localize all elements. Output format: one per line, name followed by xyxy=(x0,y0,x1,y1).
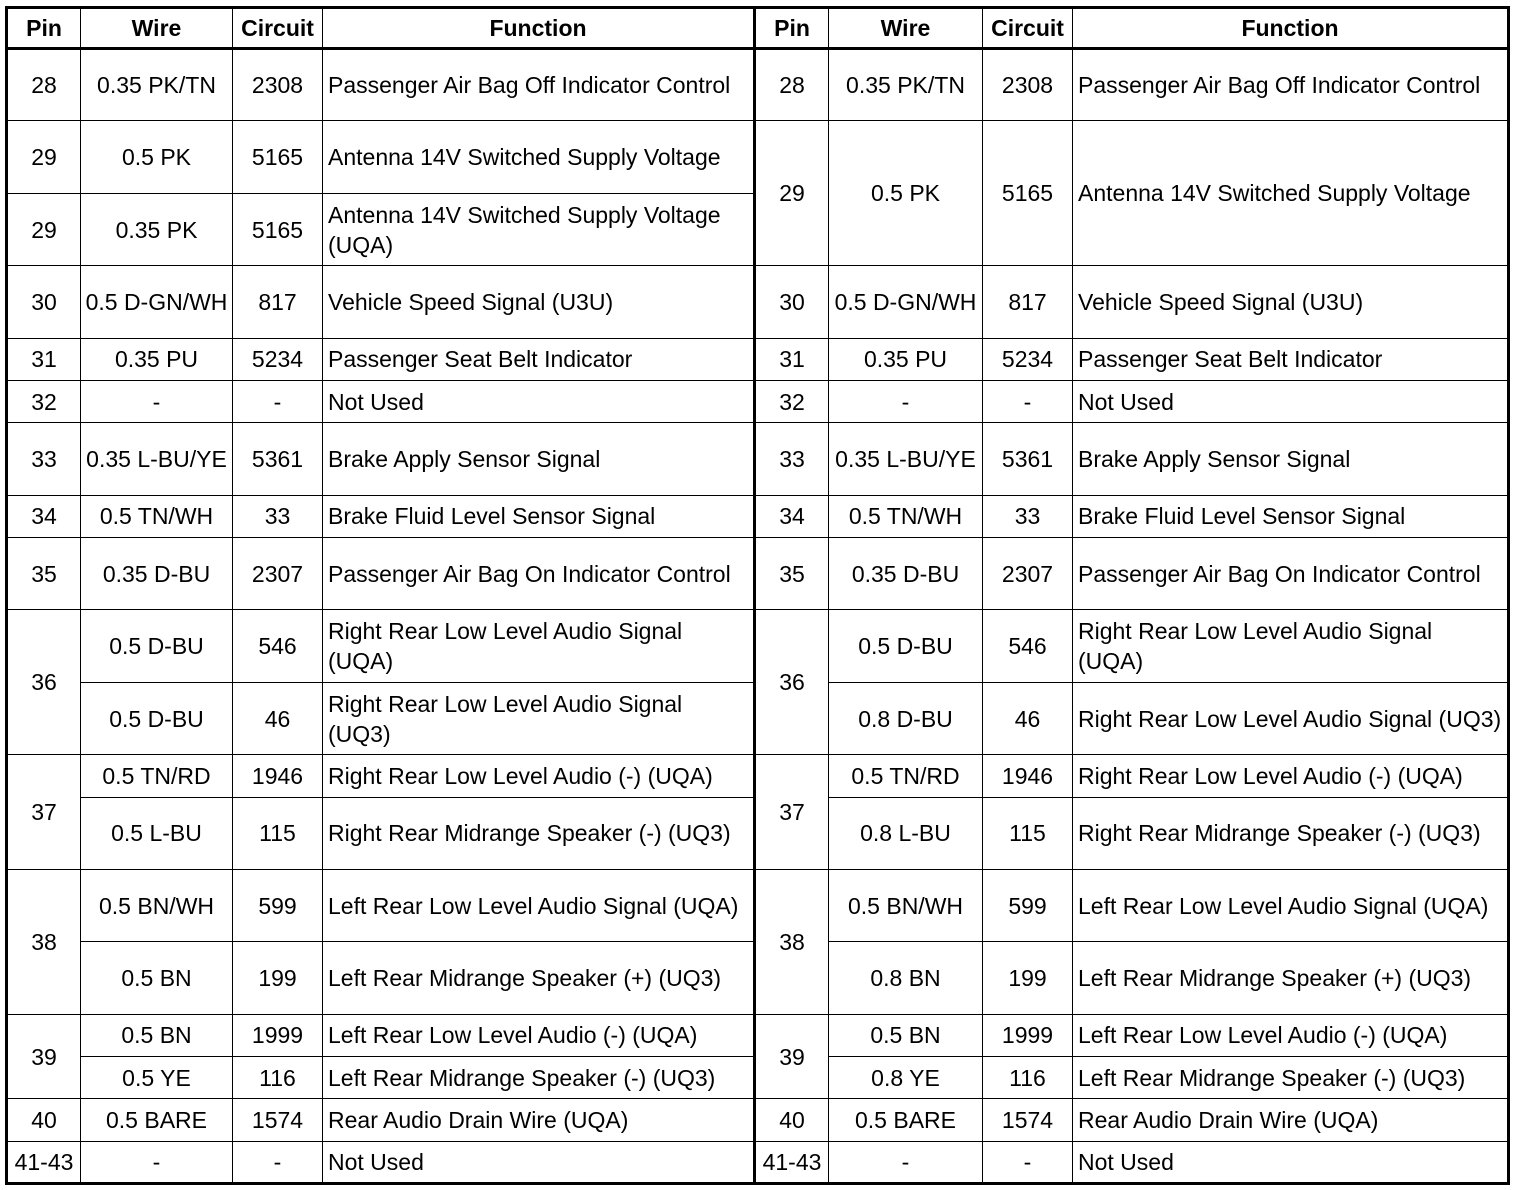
wire-cell: 0.5 D-GN/WH xyxy=(829,266,983,338)
circuit-cell: 1574 xyxy=(983,1099,1073,1141)
wire-cell: 0.35 PU xyxy=(829,338,983,380)
wire-cell: - xyxy=(829,1141,983,1183)
wire-cell: 0.5 PK xyxy=(81,121,233,193)
circuit-cell: 199 xyxy=(233,942,323,1014)
wire-cell: 0.35 PU xyxy=(81,338,233,380)
pin-cell: 28 xyxy=(7,49,81,121)
wire-cell: 0.5 BN xyxy=(81,1014,233,1056)
table-row xyxy=(7,381,1509,423)
function-cell: Passenger Air Bag Off Indicator Control xyxy=(1073,49,1509,121)
circuit-cell: 116 xyxy=(983,1057,1073,1099)
function-cell: Brake Apply Sensor Signal xyxy=(1073,423,1509,495)
function-cell: Brake Fluid Level Sensor Signal xyxy=(323,495,755,537)
pin-cell: 28 xyxy=(755,49,829,121)
wire-cell: 0.5 TN/WH xyxy=(829,495,983,537)
wire-cell: 0.5 D-BU xyxy=(81,682,233,754)
function-cell: Right Rear Low Level Audio Signal (UQ3) xyxy=(1073,682,1509,754)
circuit-cell: 5361 xyxy=(983,423,1073,495)
function-cell: Brake Fluid Level Sensor Signal xyxy=(1073,495,1509,537)
pin-cell: 33 xyxy=(7,423,81,495)
circuit-cell: 2308 xyxy=(233,49,323,121)
wire-cell: 0.5 BN xyxy=(829,1014,983,1056)
function-cell: Right Rear Low Level Audio (-) (UQA) xyxy=(323,755,755,797)
pin-cell: 41-43 xyxy=(7,1141,81,1183)
header-circuit: Circuit xyxy=(983,8,1073,49)
circuit-cell: 817 xyxy=(983,266,1073,338)
circuit-cell: 5361 xyxy=(233,423,323,495)
circuit-cell: 1999 xyxy=(233,1014,323,1056)
circuit-cell: 33 xyxy=(233,495,323,537)
table-row xyxy=(7,1141,1509,1183)
circuit-cell: 199 xyxy=(983,942,1073,1014)
circuit-cell: 2307 xyxy=(233,537,323,609)
function-cell: Right Rear Midrange Speaker (-) (UQ3) xyxy=(323,797,755,869)
table-row xyxy=(7,423,1509,495)
wire-cell: 0.5 D-BU xyxy=(829,610,983,682)
wire-cell: 0.35 PK/TN xyxy=(829,49,983,121)
circuit-cell: 1574 xyxy=(233,1099,323,1141)
wire-cell: 0.8 YE xyxy=(829,1057,983,1099)
table-row xyxy=(7,495,1509,537)
wire-cell: 0.5 BN/WH xyxy=(829,869,983,941)
function-cell: Antenna 14V Switched Supply Voltage xyxy=(1073,121,1509,266)
wire-cell: 0.35 PK/TN xyxy=(81,49,233,121)
function-cell: Left Rear Midrange Speaker (+) (UQ3) xyxy=(323,942,755,1014)
header-pin: Pin xyxy=(7,8,81,49)
wire-cell: 0.35 L-BU/YE xyxy=(829,423,983,495)
pin-cell: 40 xyxy=(755,1099,829,1141)
pin-cell: 39 xyxy=(755,1014,829,1099)
function-cell: Antenna 14V Switched Supply Voltage (UQA) xyxy=(323,193,755,265)
pin-cell: 32 xyxy=(7,381,81,423)
wire-cell: - xyxy=(81,381,233,423)
pin-cell: 35 xyxy=(755,537,829,609)
function-cell: Right Rear Midrange Speaker (-) (UQ3) xyxy=(1073,797,1509,869)
circuit-cell: 1946 xyxy=(983,755,1073,797)
pin-cell: 38 xyxy=(755,869,829,1014)
pin-cell: 39 xyxy=(7,1014,81,1099)
circuit-cell: 115 xyxy=(983,797,1073,869)
table-row xyxy=(7,266,1509,338)
wire-cell: 0.35 L-BU/YE xyxy=(81,423,233,495)
circuit-cell: 599 xyxy=(983,869,1073,941)
function-cell: Passenger Seat Belt Indicator xyxy=(1073,338,1509,380)
wire-cell: 0.5 BARE xyxy=(829,1099,983,1141)
function-cell: Right Rear Low Level Audio Signal (UQ3) xyxy=(323,682,755,754)
function-cell: Left Rear Low Level Audio Signal (UQA) xyxy=(323,869,755,941)
wire-cell: 0.5 YE xyxy=(81,1057,233,1099)
function-cell: Rear Audio Drain Wire (UQA) xyxy=(1073,1099,1509,1141)
table-row xyxy=(7,1099,1509,1141)
pin-cell: 34 xyxy=(7,495,81,537)
wire-cell: 0.35 D-BU xyxy=(81,537,233,609)
function-cell: Passenger Air Bag On Indicator Control xyxy=(323,537,755,609)
wire-cell: 0.8 L-BU xyxy=(829,797,983,869)
circuit-cell: 33 xyxy=(983,495,1073,537)
function-cell: Passenger Air Bag On Indicator Control xyxy=(1073,537,1509,609)
circuit-cell: - xyxy=(983,1141,1073,1183)
pin-cell: 40 xyxy=(7,1099,81,1141)
table-row xyxy=(7,338,1509,380)
wire-cell: 0.5 D-BU xyxy=(81,610,233,682)
function-cell: Right Rear Low Level Audio Signal (UQA) xyxy=(323,610,755,682)
pin-cell: 37 xyxy=(755,755,829,870)
table-row xyxy=(7,755,1509,797)
circuit-cell: 546 xyxy=(983,610,1073,682)
header-row xyxy=(7,8,1509,49)
wire-cell: 0.8 D-BU xyxy=(829,682,983,754)
function-cell: Not Used xyxy=(1073,1141,1509,1183)
function-cell: Rear Audio Drain Wire (UQA) xyxy=(323,1099,755,1141)
circuit-cell: 5165 xyxy=(983,121,1073,266)
function-cell: Left Rear Low Level Audio Signal (UQA) xyxy=(1073,869,1509,941)
wire-cell: 0.35 PK xyxy=(81,193,233,265)
pin-cell: 30 xyxy=(755,266,829,338)
wire-cell: 0.5 L-BU xyxy=(81,797,233,869)
wire-cell: 0.5 TN/WH xyxy=(81,495,233,537)
function-cell: Right Rear Low Level Audio (-) (UQA) xyxy=(1073,755,1509,797)
circuit-cell: 817 xyxy=(233,266,323,338)
function-cell: Right Rear Low Level Audio Signal (UQA) xyxy=(1073,610,1509,682)
wire-cell: 0.5 TN/RD xyxy=(81,755,233,797)
header-function: Function xyxy=(323,8,755,49)
header-wire: Wire xyxy=(829,8,983,49)
function-cell: Brake Apply Sensor Signal xyxy=(323,423,755,495)
wire-cell: - xyxy=(829,381,983,423)
function-cell: Left Rear Midrange Speaker (-) (UQ3) xyxy=(323,1057,755,1099)
function-cell: Vehicle Speed Signal (U3U) xyxy=(323,266,755,338)
circuit-cell: 1946 xyxy=(233,755,323,797)
table-row xyxy=(7,121,1509,193)
pin-cell: 34 xyxy=(755,495,829,537)
pin-cell: 36 xyxy=(755,610,829,755)
function-cell: Antenna 14V Switched Supply Voltage xyxy=(323,121,755,193)
function-cell: Passenger Seat Belt Indicator xyxy=(323,338,755,380)
function-cell: Not Used xyxy=(323,1141,755,1183)
wire-cell: - xyxy=(81,1141,233,1183)
pin-cell: 31 xyxy=(7,338,81,380)
wire-cell: 0.5 PK xyxy=(829,121,983,266)
circuit-cell: - xyxy=(233,381,323,423)
function-cell: Not Used xyxy=(323,381,755,423)
wire-cell: 0.8 BN xyxy=(829,942,983,1014)
header-wire: Wire xyxy=(81,8,233,49)
wire-cell: 0.5 BN xyxy=(81,942,233,1014)
table-row xyxy=(7,869,1509,941)
pin-cell: 32 xyxy=(755,381,829,423)
header-function: Function xyxy=(1073,8,1509,49)
circuit-cell: 2308 xyxy=(983,49,1073,121)
table-row xyxy=(7,1014,1509,1056)
function-cell: Left Rear Low Level Audio (-) (UQA) xyxy=(1073,1014,1509,1056)
table-row xyxy=(7,610,1509,682)
connector-pinout-table xyxy=(5,6,1510,1185)
function-cell: Vehicle Speed Signal (U3U) xyxy=(1073,266,1509,338)
circuit-cell: 5234 xyxy=(233,338,323,380)
function-cell: Passenger Air Bag Off Indicator Control xyxy=(323,49,755,121)
circuit-cell: 116 xyxy=(233,1057,323,1099)
circuit-cell: 5234 xyxy=(983,338,1073,380)
circuit-cell: 546 xyxy=(233,610,323,682)
pin-cell: 29 xyxy=(755,121,829,266)
circuit-cell: 5165 xyxy=(233,193,323,265)
circuit-cell: 599 xyxy=(233,869,323,941)
header-pin: Pin xyxy=(755,8,829,49)
pin-cell: 30 xyxy=(7,266,81,338)
function-cell: Left Rear Midrange Speaker (+) (UQ3) xyxy=(1073,942,1509,1014)
circuit-cell: - xyxy=(233,1141,323,1183)
pin-cell: 35 xyxy=(7,537,81,609)
function-cell: Not Used xyxy=(1073,381,1509,423)
circuit-cell: 46 xyxy=(983,682,1073,754)
table-row xyxy=(7,537,1509,609)
pin-cell: 29 xyxy=(7,193,81,265)
pin-cell: 33 xyxy=(755,423,829,495)
circuit-cell: 1999 xyxy=(983,1014,1073,1056)
pin-cell: 41-43 xyxy=(755,1141,829,1183)
header-circuit: Circuit xyxy=(233,8,323,49)
circuit-cell: 46 xyxy=(233,682,323,754)
circuit-cell: 5165 xyxy=(233,121,323,193)
pin-cell: 31 xyxy=(755,338,829,380)
pin-cell: 36 xyxy=(7,610,81,755)
wire-cell: 0.5 BN/WH xyxy=(81,869,233,941)
wire-cell: 0.35 D-BU xyxy=(829,537,983,609)
function-cell: Left Rear Low Level Audio (-) (UQA) xyxy=(323,1014,755,1056)
wire-cell: 0.5 D-GN/WH xyxy=(81,266,233,338)
circuit-cell: 115 xyxy=(233,797,323,869)
circuit-cell: 2307 xyxy=(983,537,1073,609)
pin-cell: 38 xyxy=(7,869,81,1014)
table-row xyxy=(7,49,1509,121)
pin-cell: 29 xyxy=(7,121,81,193)
wire-cell: 0.5 BARE xyxy=(81,1099,233,1141)
pin-cell: 37 xyxy=(7,755,81,870)
wire-cell: 0.5 TN/RD xyxy=(829,755,983,797)
function-cell: Left Rear Midrange Speaker (-) (UQ3) xyxy=(1073,1057,1509,1099)
circuit-cell: - xyxy=(983,381,1073,423)
